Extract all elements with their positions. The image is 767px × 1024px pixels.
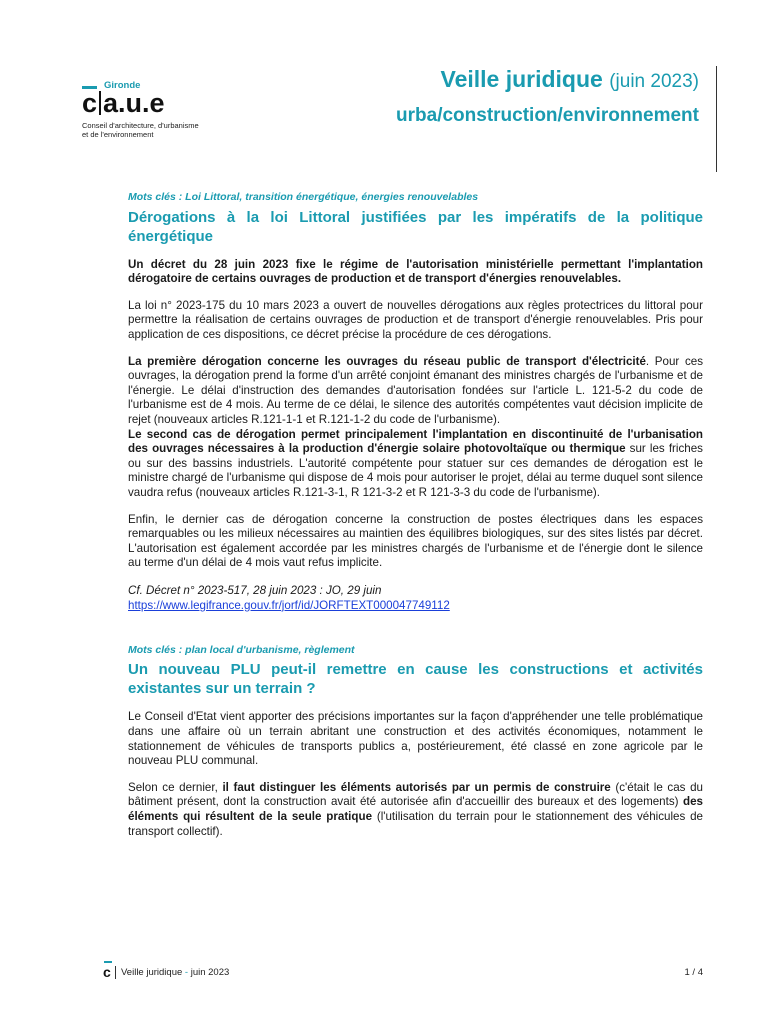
logo-tagline-2: et de l'environnement <box>82 130 154 139</box>
section1-lead-text: Un décret du 28 juin 2023 fixe le régime de l'autorisation ministérielle permettant l'implantation dérogatoire de certains ouvrages de production et de transport d'énergies renouvelables. <box>128 257 703 286</box>
section2-title: Un nouveau PLU peut-il remettre en cause les constructions et activités existantes sur un terrain ? <box>128 661 703 698</box>
section2-p2-e: (l'utilisation du terrain pour le stationnement des véhicules de transport collectif). <box>128 810 703 838</box>
section2-paragraph-2 <box>128 781 703 839</box>
section1-lead <box>128 258 703 287</box>
section2-p2-b: il faut distinguer les éléments autorisés par un permis de construire <box>222 780 611 794</box>
logo-region: Gironde <box>104 80 141 91</box>
section1-p3-bold: Le second cas de dérogation permet principalement l'implantation en discontinuité de l'urbanisation des ouvrages nécessaires à la production d'énergie solaire photovoltaïque ou thermique <box>128 427 703 456</box>
section2-p2-d: des éléments qui résultent de la seule pratique <box>128 795 703 824</box>
section2-paragraph-1: Le Conseil d'Etat vient apporter des précisions importantes sur la façon d'appréhender une telle problématique dans une affaire où un terrain abritant une construction et des activités économiques, notamment le stationnement de véhicules de transports publics a, postérieurement, été classé en zone agricole par le nouveau PLU communal. <box>128 710 703 768</box>
footer-divider <box>115 966 116 979</box>
section1-keywords: Mots clés : Loi Littoral, transition énergétique, énergies renouvelables <box>128 191 479 203</box>
section2-p2-c: (c'était le cas du bâtiment présent, dont la construction avait été autorisée afin d'accueillir des bureaux et des logements) <box>128 780 703 809</box>
section1-paragraph-1: La loi n° 2023-175 du 10 mars 2023 a ouvert de nouvelles dérogations aux règles protectrices du littoral pour permettre la réalisation de certains ouvrages de production et de transport d'énergie renouvelables. Pris pour application de ces dispositions, ce décret précise la procédure de ces dérogations. <box>128 298 703 341</box>
section1-paragraph-2 <box>128 355 703 428</box>
footer-date: juin 2023 <box>190 967 230 978</box>
section1-p2-rest: . Pour ces ouvrages, la dérogation prend la forme d'un arrêté conjoint émanant des ministres chargés de l'urbanisme et de l'énergie. Le délai d'instruction des demandes d'autorisation fondées sur l'article L. 121-5-2 du code de l'urbanisme est de 4 mois. Au terme de ce délai, le silence des autorités compétentes vaut décision implicite de rejet (nouveaux articles R.121-1-1 et R.121-1-2 du code de l'urbanisme). <box>128 354 703 426</box>
title-date: (juin 2023) <box>609 71 699 92</box>
logo-tagline <box>82 121 262 139</box>
article-body <box>128 190 703 851</box>
logo-tagline-1: Conseil d'architecture, d'urbanisme <box>82 121 199 130</box>
section1-paragraph-4: Enfin, le dernier cas de dérogation concerne la construction de postes électriques dans les espaces remarquables ou les milieux nécessaires au maintien des équilibres biologiques, sur des sites listés par décret. L'autorisation est également accordée par les ministres chargés de l'urbanisme et de l'énergie dont le silence au terme d'un délai de 4 mois vaut refus implicite. <box>128 512 703 570</box>
section2-keywords: Mots clés : plan local d'urbanisme, règlement <box>128 643 355 656</box>
footer-label <box>121 967 229 978</box>
page-title <box>441 66 700 93</box>
logo-bar <box>99 91 101 115</box>
section-littoral <box>128 190 703 613</box>
section1-reference: Cf. Décret n° 2023-517, 28 juin 2023 : JO, 29 juin <box>128 583 382 597</box>
section1-p2-bold: La première dérogation concerne les ouvrages du réseau public de transport d'électricité <box>128 354 646 368</box>
section1-title: Dérogations à la loi Littoral justifiées par les impératifs de la politique énergétique <box>128 208 703 245</box>
footer-label-text: Veille juridique <box>121 967 183 978</box>
section1-paragraph-3 <box>128 428 703 501</box>
section-plu <box>128 643 703 839</box>
footer-logo: c <box>103 964 111 980</box>
footer-separator: - <box>184 967 189 978</box>
section1-p3-rest: sur les friches ou sur des bassins industriels. L'autorité compétente pour statuer sur ces demandes de dérogation est le ministre chargé de l'urbanisme qui dispose de 4 mois pour autoriser le projet, délai au terme duquel sont silence vaudra refus (nouveaux articles R.121-3-1, R 121-3-2 et R 121-3-3 du code de l'urbanisme). <box>128 442 703 499</box>
logo-wordmark <box>82 90 165 117</box>
page-number: 1 / 4 <box>684 967 703 978</box>
logo-aue: a.u.e <box>103 88 165 118</box>
title-text: Veille juridique <box>440 66 603 92</box>
logo-c: c <box>82 88 98 118</box>
page-subtitle: urba/construction/environnement <box>396 105 699 126</box>
header-rule <box>716 66 717 172</box>
legifrance-link[interactable]: https://www.legifrance.gouv.fr/jorf/id/JORFTEXT000047749112 <box>128 598 450 612</box>
footer-logo-dash <box>104 961 112 963</box>
section2-p2-a: Selon ce dernier, <box>128 780 223 794</box>
page-footer <box>103 966 703 982</box>
